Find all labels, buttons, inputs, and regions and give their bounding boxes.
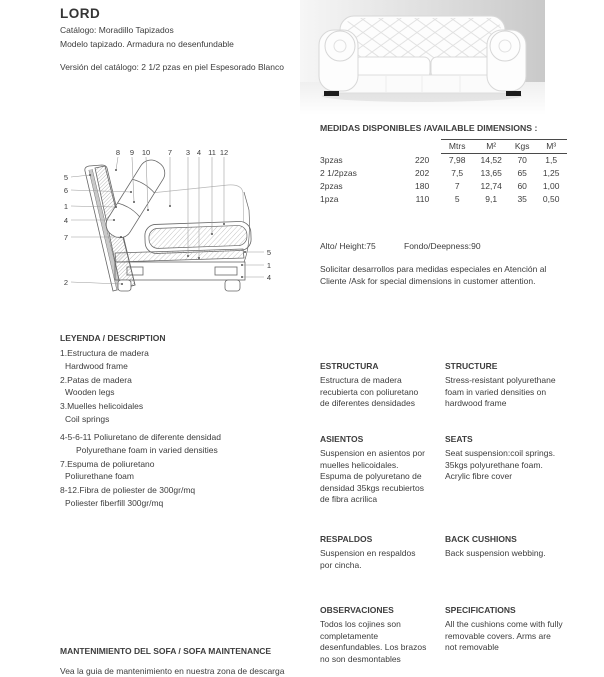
spec-asientos — [320, 433, 428, 506]
spec-title-en: STRUCTURE — [445, 361, 498, 371]
legend-item-es: 3.Muelles helicoidales — [60, 401, 144, 411]
spec-back-cushions — [445, 533, 563, 560]
special-dimensions-note: Solicitar desarrollos para medidas especiales en Atención al Cliente /Ask for special dimensions in customer attention. — [320, 264, 547, 286]
table-row — [320, 154, 567, 168]
spec-title-en: SPECIFICATIONS — [445, 605, 516, 615]
row-name: 1pza — [320, 194, 339, 204]
row-m2: 13,65 — [480, 168, 502, 178]
callout-top-7: 7 — [167, 148, 173, 157]
spec-title-es: OBSERVACIONES — [320, 605, 394, 615]
page-title: LORD — [60, 6, 101, 21]
callout-top-10: 10 — [141, 148, 151, 157]
sofa-foot-right — [506, 91, 521, 96]
spec-body-en: Back suspension webbing. — [445, 548, 546, 558]
spec-body-en: All the cushions come with fully removable covers. Arms are not removable — [445, 619, 563, 652]
seat-platform — [115, 249, 244, 262]
height-measure: Alto/ Height:75 — [320, 241, 376, 251]
row-kgs: 60 — [517, 181, 527, 191]
spec-title-en: BACK CUSHIONS — [445, 534, 517, 544]
spec-title-es: RESPALDOS — [320, 534, 373, 544]
row-mtrs: 7,5 — [451, 168, 464, 178]
maintenance-body: Vea la guia de mantenimiento en nuestra zona de descarga — [60, 666, 285, 676]
callout-left-6: 6 — [63, 186, 69, 195]
legend-item-es: 4-5-6-11 Poliuretano de diferente densidad — [60, 432, 221, 442]
row-m3: 1,25 — [542, 168, 560, 178]
legend-item-en: Wooden legs — [65, 387, 115, 397]
row-m3: 1,5 — [545, 155, 558, 165]
row-m2: 9,1 — [485, 194, 498, 204]
catalog-line: Catálogo: Moradillo Tapizados — [60, 25, 174, 35]
callout-top-12: 12 — [219, 148, 229, 157]
callout-left-1: 1 — [63, 202, 69, 211]
legend-title: LEYENDA / DESCRIPTION — [60, 333, 166, 343]
callout-right-1: 1 — [266, 261, 272, 270]
dimensions-table — [320, 139, 567, 206]
sofa-leg-right — [225, 280, 240, 291]
model-line: Modelo tapizado. Armadura no desenfundable — [60, 38, 234, 49]
callout-right-5: 5 — [266, 248, 272, 257]
callout-left-2: 2 — [63, 278, 69, 287]
sofa-foot-left — [324, 91, 339, 96]
row-mtrs: 7 — [454, 181, 460, 191]
row-name: 2pzas — [320, 181, 343, 191]
legend-item-en: Coil springs — [65, 413, 110, 424]
row-kgs: 35 — [517, 194, 527, 204]
spec-body-es: Todos los cojines son completamente desenfundables. Los brazos no son desmontables — [320, 619, 427, 664]
col-header-mtrs: Mtrs — [441, 140, 473, 154]
header-block — [60, 8, 310, 73]
spec-body-en: Seat suspension:coil springs. 35kgs polyurethane foam. Acrylic fibre cover — [445, 448, 556, 481]
legend-item-en: Poliester fiberfill 300gr/mq — [65, 497, 164, 508]
row-size: 202 — [415, 168, 430, 178]
table-row — [320, 193, 567, 206]
dimensions-title: MEDIDAS DISPONIBLES /AVAILABLE DIMENSIONS : — [320, 123, 538, 133]
depth-measure: Fondo/Deepness:90 — [404, 241, 481, 251]
sofa-arm-left — [319, 30, 358, 91]
spec-specifications — [445, 604, 563, 654]
row-size: 220 — [415, 154, 430, 165]
spec-estructura — [320, 360, 428, 410]
legend-item-es: 7.Espuma de poliuretano — [60, 458, 155, 469]
catalog-version-line: Versión del catálogo: 2 1/2 pzas en piel Espesorado Blanco — [60, 61, 284, 72]
sofa-photo — [300, 0, 545, 115]
spec-structure — [445, 360, 563, 410]
spec-seats — [445, 433, 563, 483]
row-name: 2 1/2pzas — [320, 168, 357, 178]
legend-item-en: Poliurethane foam — [65, 471, 134, 481]
spec-respaldos — [320, 533, 428, 571]
table-header-row — [320, 140, 567, 154]
spec-body-en: Stress-resistant polyurethane foam in varied densities on hardwood frame — [445, 375, 556, 408]
spec-title-es: ASIENTOS — [320, 434, 364, 444]
row-kgs: 65 — [517, 168, 527, 178]
spec-body-es: Suspension en respaldos por cincha. — [320, 548, 416, 570]
row-m2: 12,74 — [480, 181, 502, 191]
callout-top-11: 11 — [208, 148, 216, 157]
callout-left-5: 5 — [63, 173, 69, 182]
row-m3: 1,00 — [542, 181, 560, 191]
legend-item-en: Polyurethane foam in varied densities — [76, 444, 218, 455]
col-header-kgs: Kgs — [509, 140, 535, 154]
callout-top-3: 3 — [185, 148, 191, 157]
row-mtrs: 7,98 — [448, 155, 466, 165]
callout-left-4: 4 — [63, 216, 69, 225]
spec-body-es: Estructura de madera recubierta con poliuretano de diferentes densidades — [320, 375, 419, 408]
legend-item-es: 2.Patas de madera — [60, 374, 132, 385]
sofa-leg-left — [118, 280, 131, 291]
callout-top-8: 8 — [115, 148, 121, 157]
row-size: 110 — [415, 194, 430, 204]
spec-title-es: ESTRUCTURA — [320, 361, 379, 371]
col-header-m2: M² — [473, 140, 509, 154]
spec-title-en: SEATS — [445, 434, 473, 444]
callout-top-9: 9 — [129, 148, 135, 157]
row-name: 3pzas — [320, 154, 343, 165]
legend-item-en: Hardwood frame — [65, 360, 128, 371]
row-m3: 0,50 — [542, 194, 560, 204]
legend-item-es: 8-12.Fibra de poliester de 300gr/mq — [60, 485, 196, 495]
row-kgs: 70 — [517, 155, 527, 165]
row-size: 180 — [415, 181, 430, 191]
sofa-section-diagram — [45, 140, 295, 305]
table-row — [320, 180, 567, 193]
spec-body-es: Suspension en asientos por muelles helicoidales. Espuma de polyuretano de densidad 35kgs recubiertos de fibra acrilica — [320, 448, 425, 504]
sofa-arm-right — [487, 30, 526, 91]
col-header-m3: M³ — [535, 140, 567, 154]
callout-top-4: 4 — [196, 148, 202, 157]
sofa-illustration — [319, 16, 526, 96]
row-mtrs: 5 — [454, 194, 460, 204]
callout-left-7: 7 — [63, 233, 69, 242]
row-m2: 14,52 — [480, 155, 502, 165]
table-row — [320, 167, 567, 180]
legend-section — [60, 332, 315, 511]
dimensions-section — [320, 122, 590, 206]
legend-item-es: 1.Estructura de madera — [60, 348, 149, 358]
callout-right-4: 4 — [266, 273, 272, 282]
maintenance-title: MANTENIMIENTO DEL SOFA / SOFA MAINTENANCE — [60, 646, 272, 656]
